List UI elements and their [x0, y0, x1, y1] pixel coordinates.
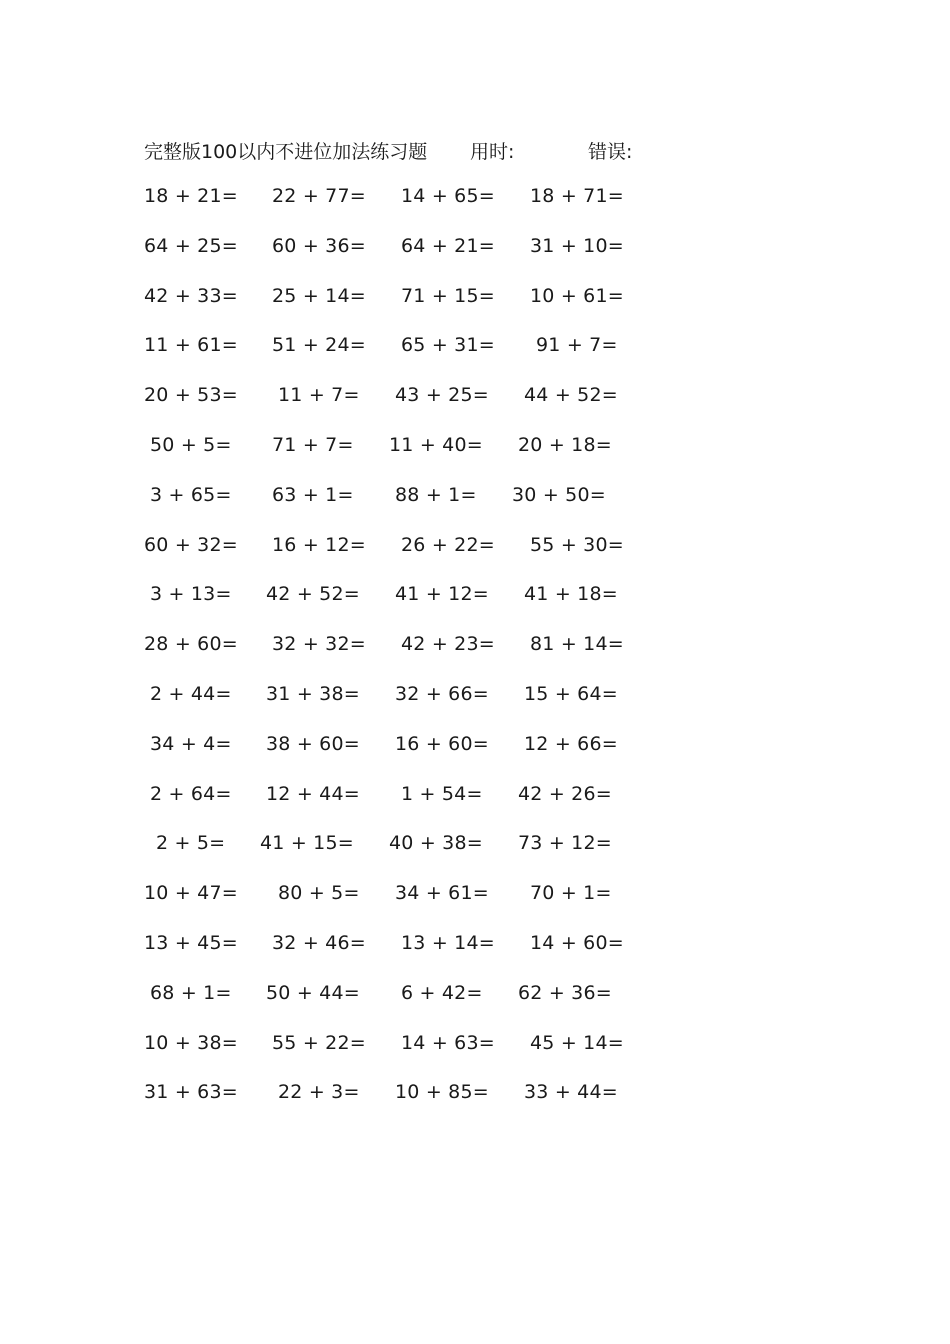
addition-problem: 55 + 30=	[530, 533, 624, 556]
addition-problem: 2 + 44=	[150, 682, 232, 705]
problem-row	[0, 334, 950, 384]
addition-problem: 13 + 45=	[144, 931, 238, 954]
addition-problem: 38 + 60=	[266, 732, 360, 755]
addition-problem: 11 + 61=	[144, 334, 238, 357]
addition-problem: 68 + 1=	[150, 981, 232, 1004]
errors-label: 错误:	[588, 141, 633, 163]
addition-problem: 10 + 38=	[144, 1031, 238, 1054]
addition-problem: 70 + 1=	[530, 882, 612, 905]
addition-problem: 26 + 22=	[401, 533, 495, 556]
addition-problem: 20 + 53=	[144, 384, 238, 407]
addition-problem: 12 + 44=	[266, 782, 360, 805]
problem-row	[0, 832, 950, 882]
addition-problem: 64 + 25=	[144, 234, 238, 257]
addition-problem: 16 + 60=	[395, 732, 489, 755]
addition-problem: 71 + 7=	[272, 433, 354, 456]
addition-problem: 60 + 36=	[272, 234, 366, 257]
addition-problem: 11 + 40=	[389, 433, 483, 456]
problem-row	[0, 932, 950, 982]
addition-problem: 55 + 22=	[272, 1031, 366, 1054]
addition-problem: 80 + 5=	[278, 882, 360, 905]
addition-problem: 34 + 4=	[150, 732, 232, 755]
addition-problem: 32 + 66=	[395, 682, 489, 705]
addition-problem: 22 + 3=	[278, 1081, 360, 1104]
problem-row	[0, 235, 950, 285]
addition-problem: 32 + 46=	[272, 931, 366, 954]
addition-problem: 41 + 18=	[524, 583, 618, 606]
addition-problem: 42 + 26=	[518, 782, 612, 805]
problem-row	[0, 633, 950, 683]
addition-problem: 64 + 21=	[401, 234, 495, 257]
addition-problem: 16 + 12=	[272, 533, 366, 556]
addition-problem: 3 + 65=	[150, 483, 232, 506]
addition-problem: 18 + 71=	[530, 185, 624, 207]
addition-problem: 41 + 12=	[395, 583, 489, 606]
problem-row	[0, 1032, 950, 1082]
problem-row	[0, 185, 950, 235]
problem-row	[0, 733, 950, 783]
addition-problem: 44 + 52=	[524, 384, 618, 407]
addition-problem: 31 + 38=	[266, 682, 360, 705]
addition-problem: 91 + 7=	[536, 334, 618, 357]
problem-row	[0, 683, 950, 733]
problem-row	[0, 982, 950, 1032]
addition-problem: 22 + 77=	[272, 185, 366, 207]
addition-problem: 50 + 44=	[266, 981, 360, 1004]
addition-problem: 12 + 66=	[524, 732, 618, 755]
addition-problem: 6 + 42=	[401, 981, 483, 1004]
addition-problem: 88 + 1=	[395, 483, 477, 506]
addition-problem: 10 + 47=	[144, 882, 238, 905]
addition-problem: 73 + 12=	[518, 832, 612, 855]
time-used-label: 用时:	[470, 141, 515, 163]
addition-problem: 25 + 14=	[272, 284, 366, 307]
addition-problem: 10 + 85=	[395, 1081, 489, 1104]
worksheet-header	[0, 137, 950, 165]
addition-problem: 20 + 18=	[518, 433, 612, 456]
problem-grid	[0, 185, 950, 1131]
addition-problem: 42 + 52=	[266, 583, 360, 606]
addition-problem: 2 + 64=	[150, 782, 232, 805]
addition-problem: 34 + 61=	[395, 882, 489, 905]
problem-row	[0, 534, 950, 584]
addition-problem: 31 + 63=	[144, 1081, 238, 1104]
addition-problem: 28 + 60=	[144, 633, 238, 656]
problem-row	[0, 783, 950, 833]
addition-problem: 2 + 5=	[156, 832, 226, 855]
problem-row	[0, 583, 950, 633]
addition-problem: 63 + 1=	[272, 483, 354, 506]
problem-row	[0, 434, 950, 484]
addition-problem: 51 + 24=	[272, 334, 366, 357]
addition-problem: 41 + 15=	[260, 832, 354, 855]
problem-row	[0, 285, 950, 335]
addition-problem: 15 + 64=	[524, 682, 618, 705]
addition-problem: 40 + 38=	[389, 832, 483, 855]
addition-problem: 14 + 63=	[401, 1031, 495, 1054]
addition-problem: 13 + 14=	[401, 931, 495, 954]
problem-row	[0, 1081, 950, 1131]
addition-problem: 42 + 23=	[401, 633, 495, 656]
addition-problem: 43 + 25=	[395, 384, 489, 407]
addition-problem: 30 + 50=	[512, 483, 606, 506]
addition-problem: 62 + 36=	[518, 981, 612, 1004]
addition-problem: 50 + 5=	[150, 433, 232, 456]
addition-problem: 42 + 33=	[144, 284, 238, 307]
addition-problem: 18 + 21=	[144, 185, 238, 207]
addition-problem: 1 + 54=	[401, 782, 483, 805]
problem-row	[0, 882, 950, 932]
addition-problem: 14 + 65=	[401, 185, 495, 207]
addition-problem: 45 + 14=	[530, 1031, 624, 1054]
addition-problem: 71 + 15=	[401, 284, 495, 307]
addition-problem: 10 + 61=	[530, 284, 624, 307]
addition-problem: 11 + 7=	[278, 384, 360, 407]
addition-problem: 33 + 44=	[524, 1081, 618, 1104]
addition-problem: 14 + 60=	[530, 931, 624, 954]
problem-row	[0, 484, 950, 534]
worksheet-title: 完整版100以内不进位加法练习题	[144, 141, 428, 163]
addition-problem: 31 + 10=	[530, 234, 624, 257]
addition-problem: 65 + 31=	[401, 334, 495, 357]
addition-problem: 32 + 32=	[272, 633, 366, 656]
addition-problem: 60 + 32=	[144, 533, 238, 556]
problem-row	[0, 384, 950, 434]
addition-problem: 3 + 13=	[150, 583, 232, 606]
addition-problem: 81 + 14=	[530, 633, 624, 656]
